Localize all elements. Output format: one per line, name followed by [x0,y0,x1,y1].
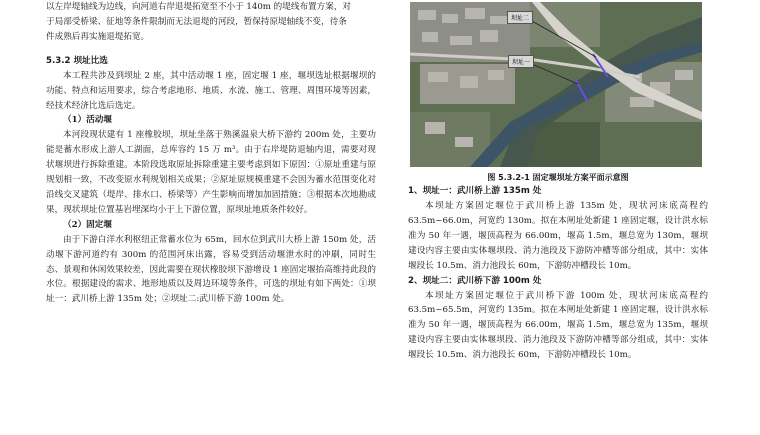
site-1-paragraph: 本坝址方案固定堰位于武川桥上游 135m 处，现状河床底高程约 63.5m~66.0m，河宽约 130m。拟在本闸址处新建 1 座固定堰，设计洪水标准为 50 年一遇，堰顶高程为 66.00m，堰高 1.5m，堰总宽为 130m，堰坝建设内容主要由实体堰坝段、消力池段及下游防冲槽等部分组成，其中：实体堰段长 10.5m、消力池段长 60m，下游防冲槽段长 10m。 [408,201,708,271]
site-2-paragraph: 本坝址方案固定堰位于武川桥下游 100m 处，现状河床底高程约 63.5m~65.5m，河宽约 135m。拟在本闸址处新建 1 座固定堰，设计洪水标准为 50 年一遇，堰顶高程为 66.00m，堰高 1.5m，堰总宽为 135m，堰坝建设内容主要由实体堰坝段、消力池段及下游防冲槽等部分组成，其中：实体堰段长 10.5m、消力池段长 60m，下游防冲槽段长 10m。 [408,290,708,361]
subsection-1-paragraph: 本河段现状建有 1 座橡胶坝，坝址坐落于熟溪温泉大桥下游约 200m 处，主要功能是蓄水形成上游人工湖面，总库容约 15 万 m³。由于右岸堤防退轴内退，需要对现状堰坝进行拆除重建。本阶段选取原址拆除重建主要考虑到如下原因：①原址重建与原规划相一致，不改变原水利规划相关成果；②原址原规模重建不会因为蓄水范围变化对沿线交叉建筑（堤岸、排水口、桥梁等）产生影响而增加加固措施；③根据本次地勘成果，现状坝址位置基岩埋深均小于上下游位置，原坝址地质条件较好。 [46,130,376,215]
section-heading: 5.3.2 坝址比选 [46,55,108,66]
site-2-title: 2、坝址二：武川桥下游 100m 处 [408,275,542,286]
site-1-label: 坝址一 [508,55,534,68]
intro-line-1: 以左岸堤轴线为边线，向河道右岸退堤拓宽至不小于 140m 的堤线布置方案，对 [46,2,352,12]
intro-line-3: 件成熟后再实施退堤拓宽。 [46,31,150,42]
right-column [408,0,708,363]
intro-line-2: 于局部受桥梁、征地等条件限制而无法退堤的河段，暂保持原堤轴线不变，待条 [46,16,347,27]
section-paragraph: 本工程共涉及到坝址 2 座，其中活动堰 1 座，固定堰 1 座，堰坝选址根据堰坝的功能、特点和运用要求，综合考虑地形、地质、水流、施工、管理、周围环境等因素，经技术经济比选后选定。 [46,70,376,111]
subsection-2-paragraph: 由于下游白洋水利枢纽正常蓄水位为 65m，回水位到武川大桥上游 150m 处，活动堰下游河道约有 300m 的范围河床出露，容易受到活动堰泄水时的冲刷，同时生态、景观和休闲效果较差，因此需要在现状橡胶坝下游增设 1 座固定堰抬高维持此段的水位。根据建设的需求、地形地质以及周边环境等条件，可选的坝址有如下两处：①坝址一：武川桥上游 135m 处；②坝址二:武川桥下游 100m 处。 [46,234,376,305]
figure-caption: 图 5.3.2-1 固定堰坝址方案平面示意图 [487,173,629,182]
site-1-title: 1、坝址一：武川桥上游 135m 处 [408,186,542,196]
subsection-1-title: （1）活动堰 [63,115,112,126]
left-column [46,0,376,307]
subsection-2-title: （2）固定堰 [63,219,112,230]
site-2-label: 坝址二 [507,11,533,24]
site-plan-figure [410,2,702,167]
aerial-image [410,2,702,167]
